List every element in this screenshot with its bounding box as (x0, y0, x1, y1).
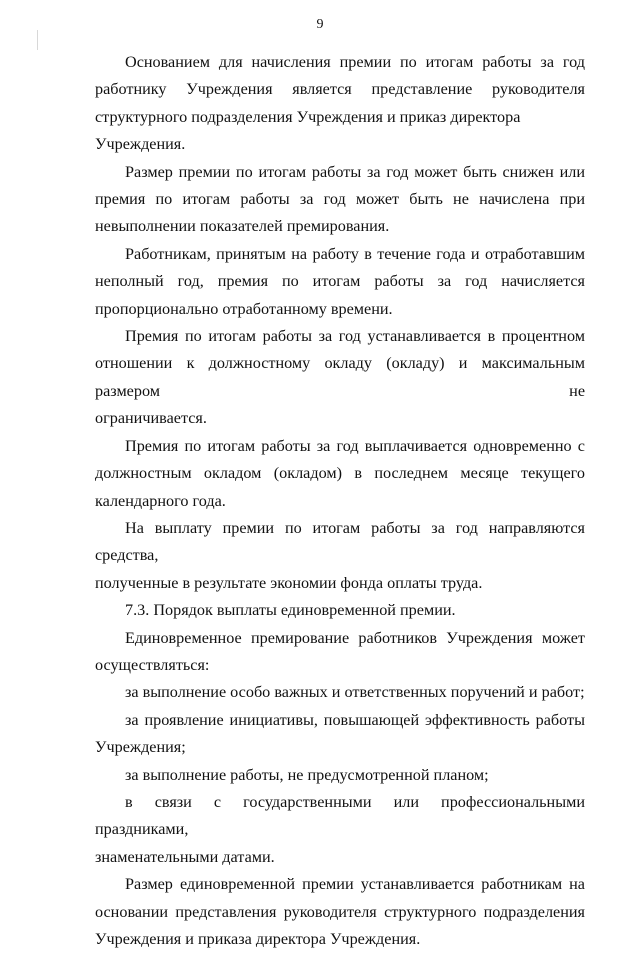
paragraph-line: ограничивается. (95, 409, 207, 428)
paragraph-line: структурного подразделения Учреждения и приказ директора Учреждения. (95, 107, 521, 154)
paragraph-line: Премия по итогам работы за год выплачивается одновременно с (125, 436, 585, 455)
paragraph-line: полученные в результате экономии фонда оплаты труда. (95, 573, 483, 592)
paragraph-payment-time (95, 433, 585, 515)
list-item: за проявление инициативы, повышающей эффективность работы (125, 710, 585, 729)
paragraph-line: премия по итогам работы за год может быть не начислена при (95, 190, 585, 209)
paragraph-line: работнику Учреждения является представление руководителя (95, 80, 585, 99)
list-item: за выполнение работы, не предусмотренной планом; (125, 765, 489, 784)
paragraph-line: Работникам, принятым на работу в течение года и отработавшим (125, 244, 585, 263)
paragraph-one-time-bonus (95, 625, 585, 680)
paragraph-line: Учреждения и приказа директора Учреждения. (95, 930, 421, 948)
list-item-important-tasks (95, 679, 585, 706)
paragraph-line: основании представления руководителя структурного подразделения (95, 902, 585, 921)
page-number: 9 (316, 17, 324, 32)
list-item-holidays (95, 789, 585, 871)
paragraph-line: Размер премии по итогам работы за год может быть снижен или (125, 162, 585, 181)
list-item: за выполнение особо важных и ответственных поручений и работ; (125, 683, 585, 702)
document-body (95, 49, 585, 953)
list-item-initiative (95, 707, 585, 762)
paragraph-line: неполный год, премия по итогам работы за год начисляется (95, 272, 585, 291)
paragraph-line: осуществляться: (95, 655, 210, 674)
paragraph-bonus-basis (95, 49, 585, 159)
paragraph-line: пропорционально отработанному времени. (95, 299, 393, 318)
paragraph-line: На выплату премии по итогам работы за год направляются средства, (95, 518, 585, 565)
paragraph-line: отношении к должностному окладу (окладу) и максимальным размером не (95, 354, 585, 400)
section-heading-7-3 (95, 597, 585, 624)
section-heading: 7.3. Порядок выплаты единовременной премии. (125, 601, 456, 620)
list-item: знаменательными датами. (95, 847, 275, 866)
paragraph-line: должностным окладом (окладом) в последнем месяце текущего (95, 464, 585, 483)
list-item: в связи с государственными или профессиональными праздниками, (95, 792, 585, 839)
paragraph-percentage (95, 323, 585, 433)
paragraph-partial-year (95, 241, 585, 323)
paragraph-line: Основанием для начисления премии по итогам работы за год (125, 53, 585, 71)
paragraph-one-time-amount (95, 871, 585, 953)
paragraph-line: Размер единовременной премии устанавливается работникам на (125, 875, 585, 894)
list-item-unplanned-work (95, 762, 585, 789)
paragraph-line: Премия по итогам работы за год устанавливается в процентном (125, 327, 585, 346)
paragraph-line: календарного года. (95, 491, 226, 510)
paragraph-funding (95, 515, 585, 597)
paragraph-line: невыполнении показателей премирования. (95, 217, 390, 236)
list-item: Учреждения; (95, 738, 186, 757)
paragraph-line: Единовременное премирование работников Учреждения может (125, 628, 585, 647)
paragraph-bonus-reduction (95, 159, 585, 241)
